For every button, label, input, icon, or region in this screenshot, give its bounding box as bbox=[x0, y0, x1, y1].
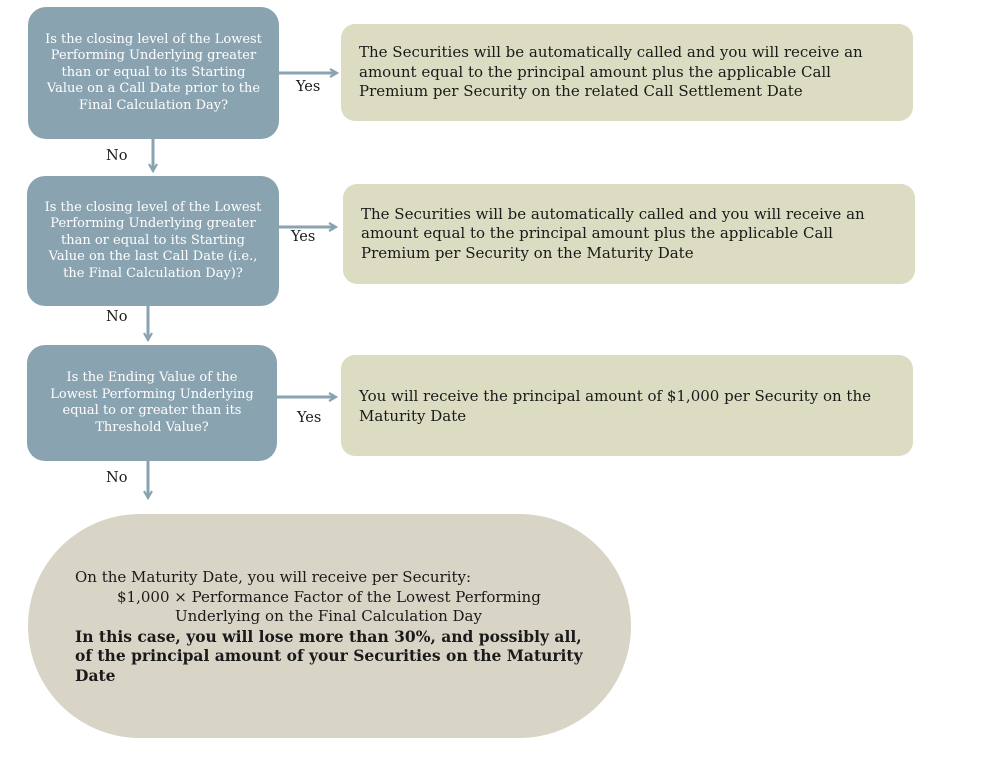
outcome-text-3: You will receive the principal amount of $1,000 per Security on the Maturity Date bbox=[359, 387, 871, 425]
final-line-2: $1,000 × Performance Factor of the Lowest Performing bbox=[117, 587, 541, 606]
question-text-3: Is the Ending Value of the Lowest Performing Underlying equal to or greater than its Threshold Value? bbox=[50, 370, 254, 435]
no-label-3: No bbox=[106, 470, 128, 486]
outcome-text-1: The Securities will be automatically called and you will receive an amount equal to the principal amount plus the applicable Call Premium per Security on the related Call Settlement Date bbox=[359, 43, 863, 101]
question-box-1 bbox=[28, 7, 279, 139]
question-box-3 bbox=[27, 345, 277, 461]
final-line-3: Underlying on the Final Calculation Day bbox=[175, 607, 482, 625]
outcome-box-1 bbox=[341, 24, 913, 121]
question-text-1: Is the closing level of the Lowest Performing Underlying greater than or equal to its Starting Value on a Call Date prior to the Final Calculation Day? bbox=[45, 31, 262, 113]
outcome-box-2 bbox=[343, 184, 915, 284]
outcome-box-3 bbox=[341, 355, 913, 456]
yes-label-2: Yes bbox=[291, 229, 316, 245]
question-text-2: Is the closing level of the Lowest Performing Underlying greater than or equal to its Starting Value on the last Call Date (i.e., the Final Calculation Day)? bbox=[44, 199, 262, 281]
final-warning: In this case, you will lose more than 30%, and possibly all, of the principal amount of your Securities on the Maturity Date bbox=[75, 626, 583, 685]
yes-label-1: Yes bbox=[296, 79, 321, 95]
yes-label-3: Yes bbox=[297, 410, 322, 426]
outcome-text-2: The Securities will be automatically called and you will receive an amount equal to the principal amount plus the applicable Call Premium per Security on the Maturity Date bbox=[361, 204, 865, 262]
no-label-1: No bbox=[106, 148, 128, 164]
no-label-2: No bbox=[106, 309, 128, 325]
final-outcome-text bbox=[75, 568, 595, 685]
final-line-1: On the Maturity Date, you will receive per Security: bbox=[75, 568, 472, 586]
question-box-2 bbox=[27, 176, 279, 306]
